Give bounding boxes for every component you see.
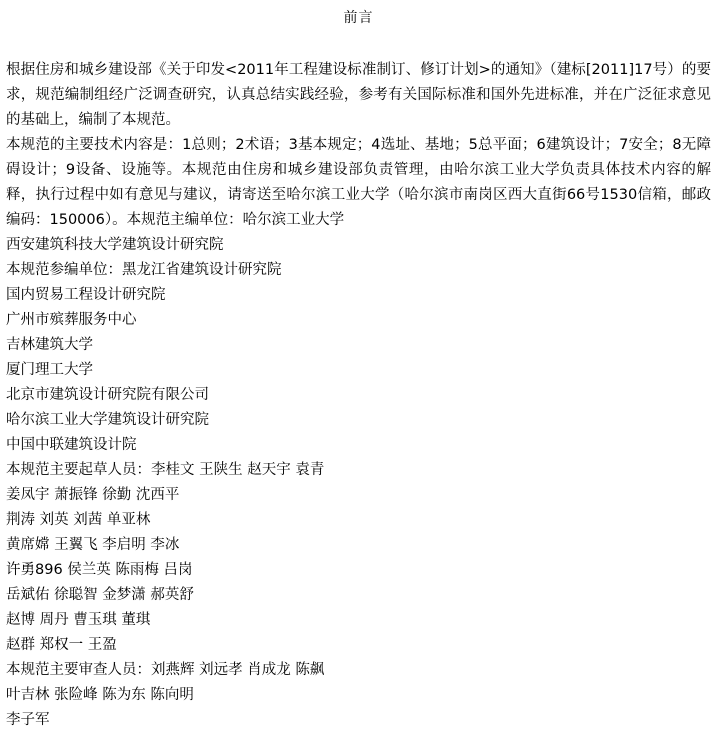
line-item: 本规范主要起草人员：李桂文 王陕生 赵天宇 袁青 (6, 462, 325, 478)
line-item: 姜凤宇 萧振锋 徐勤 沈西平 (6, 487, 180, 503)
line-item: 本规范参编单位：黑龙江省建筑设计研究院 (6, 262, 282, 278)
line-item: 许勇896 侯兰英 陈雨梅 吕岗 (6, 562, 193, 578)
line-item: 岳斌佑 徐聪智 金梦潇 郝英舒 (6, 587, 194, 603)
paragraph-foreword-2: 本规范的主要技术内容是：1总则；2术语；3基本规定；4选址、基地；5总平面；6建筑设计；7安全；8无障碍设计；9设备、设施等。本规范由住房和城乡建设部负责管理，由哈尔滨工业大学负责具体技术内容的解释，执行过程中如有意见与建议，请寄送至哈尔滨工业大学（哈尔滨市南岗区西大直街66号1530信箱，邮政编码：150006）。本规范主编单位：哈尔滨工业大学 (6, 137, 711, 228)
line-item: 叶吉林 张险峰 陈为东 陈向明 (6, 687, 194, 703)
line-item: 广州市殡葬服务中心 (6, 312, 137, 328)
line-item: 中国中联建筑设计院 (6, 437, 137, 453)
line-item: 吉林建筑大学 (6, 337, 93, 353)
line-item: 李子军 (6, 712, 50, 728)
line-item: 北京市建筑设计研究院有限公司 (6, 387, 209, 403)
line-item: 赵博 周丹 曹玉琪 董琪 (6, 612, 151, 628)
line-item: 赵群 郑权一 王盈 (6, 637, 117, 653)
line-item: 国内贸易工程设计研究院 (6, 287, 166, 303)
line-item: 本规范主要审查人员：刘燕辉 刘远孝 肖成龙 陈飙 (6, 662, 325, 678)
line-item: 西安建筑科技大学建筑设计研究院 (6, 237, 224, 253)
line-item: 黄席嫦 王翼飞 李启明 李冰 (6, 537, 180, 553)
line-item: 哈尔滨工业大学建筑设计研究院 (6, 412, 209, 428)
line-item: 荆涛 刘英 刘茜 单亚林 (6, 512, 151, 528)
document-body (0, 58, 717, 733)
paragraph-foreword-1: 根据住房和城乡建设部《关于印发<2011年工程建设标准制订、修订计划>的通知》（建标[2011]17号）的要求，规范编制组经广泛调查研究，认真总结实践经验，参考有关国际标准和国外先进标准，并在广泛征求意见的基础上，编制了本规范。 (6, 62, 711, 128)
page-title: 前言 (343, 10, 374, 26)
line-item: 厦门理工大学 (6, 362, 93, 378)
